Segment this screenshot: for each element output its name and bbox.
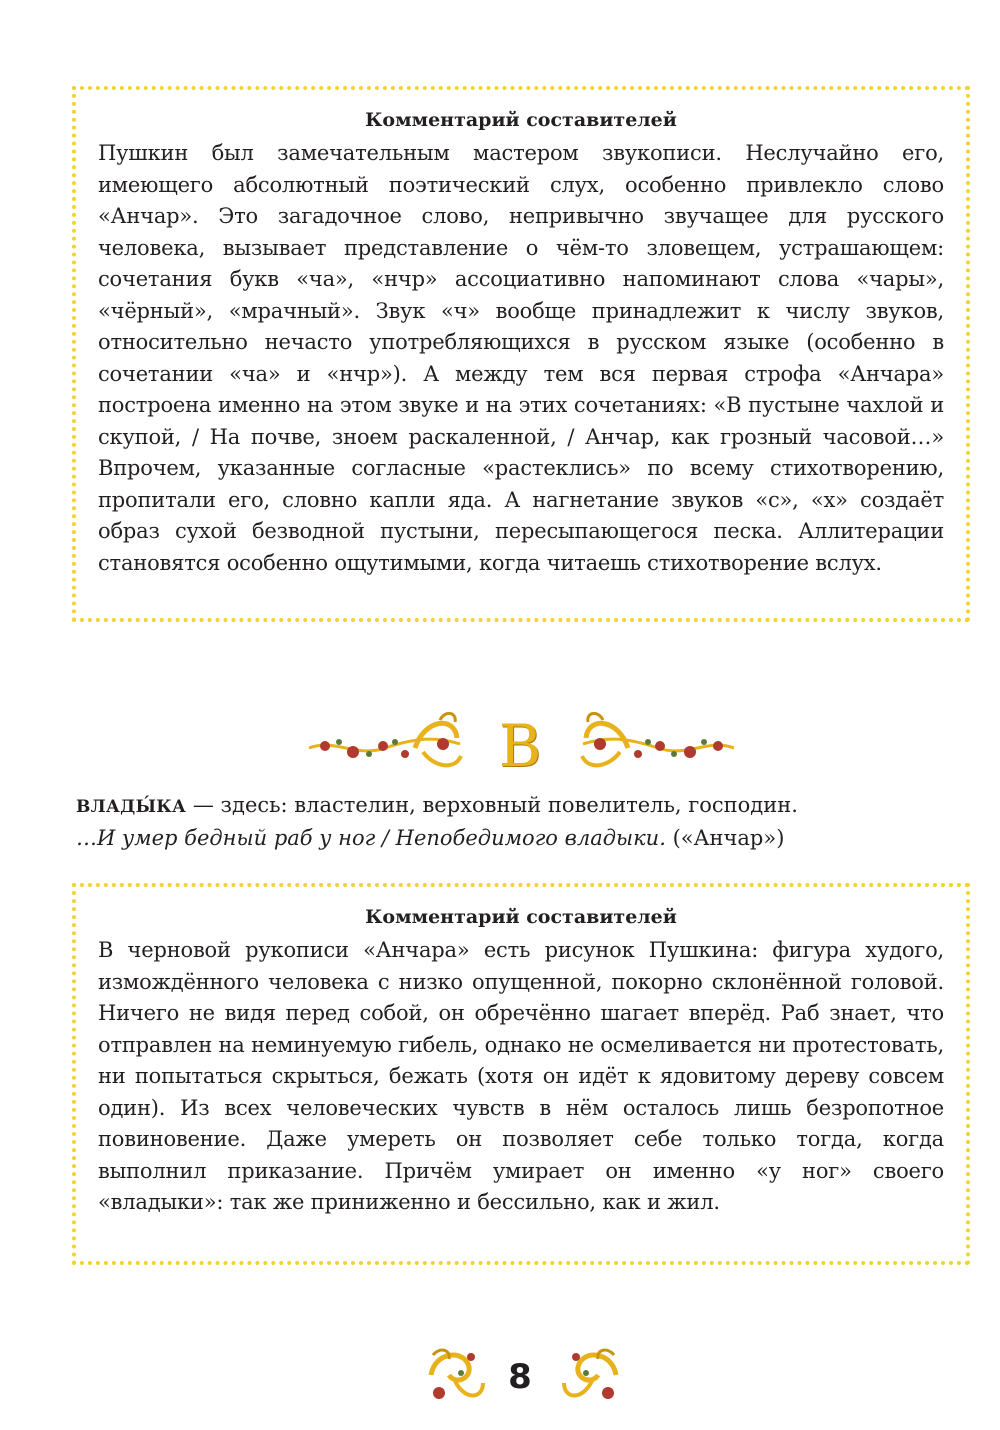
comment-text: В черновой рукописи «Анчара» есть рисунок Пушкина: фигура худого, измождённого человека с низко опущенной, покорно склонённой головой. Ничего не видя перед собой, он обречённо шагает вперёд. Раб знает, что отправлен на неминуемую гибель, однако не осмеливается ни протестовать, ни попытаться скрыться, бежать (хотя он идёт к ядовитому дереву совсем один). Из всех человеческих чувств в нём осталось лишь безропотное повиновение. Даже умереть он позволяет себе только тогда, когда выполнил приказание. Причём умирает он именно «у ног» своего «владыки»: так же приниженно и бессильно, как и жил. <box>98 938 944 1214</box>
section-letter: В <box>498 712 542 780</box>
footer-ornament-left-icon <box>425 1345 487 1405</box>
entry-source: («Анчар») <box>665 826 785 850</box>
floral-ornament-right-icon <box>578 708 738 780</box>
section-letter-divider <box>0 708 1000 780</box>
entry-term: ВЛАДЫ́КА <box>76 797 187 817</box>
entry-definition-line <box>76 790 976 823</box>
entry-definition: — здесь: властелин, верховный повелитель, господин. <box>186 793 798 817</box>
comment-title: Комментарий составителей <box>365 906 677 928</box>
comment-box-1 <box>72 86 970 622</box>
page-number: 8 <box>508 1357 532 1397</box>
entry-example-line <box>76 823 976 854</box>
comment-title: Комментарий составителей <box>365 109 677 131</box>
entry-example: …И умер бедный раб у ног / Непобедимого владыки. <box>76 826 666 850</box>
footer-ornament-right-icon <box>560 1345 622 1405</box>
page-footer <box>0 1345 1000 1425</box>
comment-text: Пушкин был замечательным мастером звукописи. Неслучайно его, имеющего абсолютный поэтический слух, особенно привлекло слово «Анчар». Это загадочное слово, непривычно звучащее для русского человека, вызывает представление о чём-то зловещем, устрашающем: сочетания букв «ча», «нчр» ассоциативно напоминают слова «чары», «чёрный», «мрачный». Звук «ч» вообще принадлежит к числу звуков, относительно нечасто употребляющихся в русском языке (особенно в сочетании «ча» и «нчр»). А между тем вся первая строфа «Анчара» построена именно на этом звуке и на этих сочетаниях: «В пустыне чахлой и скупой, / На почве, зноем раскаленной, / Анчар, как грозный часовой…» Впрочем, указанные согласные «растеклись» по всему стихотворению, пропитали его, словно капли яда. А нагнетание звуков «с», «х» создаёт образ сухой безводной пустыни, пересыпающегося песка. Аллитерации становятся особенно ощутимыми, когда читаешь стихотворение вслух. <box>98 141 944 575</box>
floral-ornament-left-icon <box>305 708 465 780</box>
comment-box-2 <box>72 883 970 1265</box>
dictionary-entry <box>76 790 976 854</box>
